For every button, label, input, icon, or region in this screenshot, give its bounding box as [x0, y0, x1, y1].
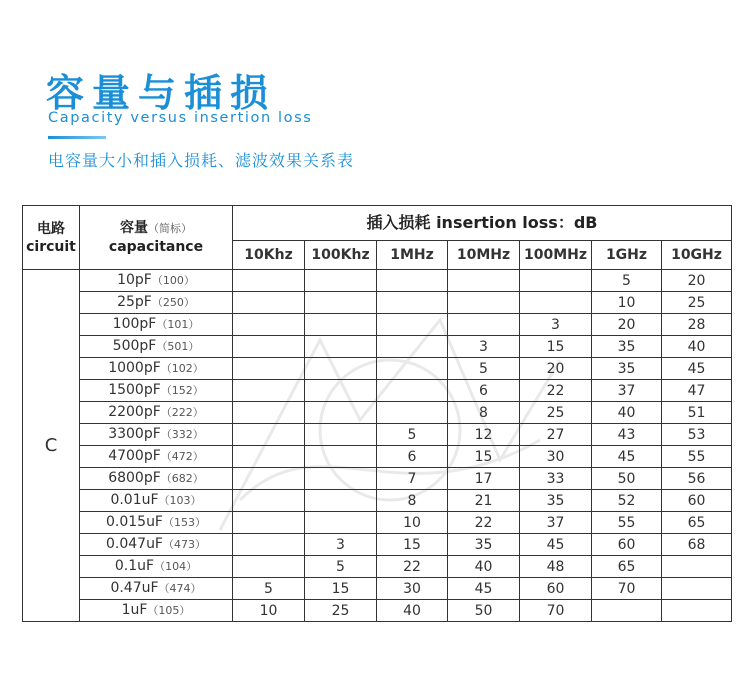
frequency-header: 10GHz	[662, 241, 732, 270]
loss-value-cell: 5	[233, 578, 305, 600]
capacitance-value: 1uF	[121, 602, 148, 618]
loss-value-cell	[377, 270, 448, 292]
capacitance-value: 500pF	[112, 338, 157, 354]
loss-value-cell	[592, 600, 662, 622]
loss-value-cell: 22	[520, 380, 592, 402]
capacitance-code: （474）	[158, 582, 202, 595]
table-row	[23, 534, 732, 556]
loss-value-cell	[233, 534, 305, 556]
capacitance-cell	[80, 380, 233, 402]
loss-value-cell: 27	[520, 424, 592, 446]
loss-value-cell	[305, 512, 377, 534]
loss-value-cell	[305, 402, 377, 424]
capacitance-code: （101）	[156, 318, 200, 331]
loss-value-cell: 35	[520, 490, 592, 512]
chinese-subtitle: 电容量大小和插入损耗、滤波效果关系表	[48, 151, 355, 170]
table-row	[23, 490, 732, 512]
loss-value-cell	[233, 270, 305, 292]
loss-value-cell	[305, 336, 377, 358]
loss-value-cell: 35	[592, 336, 662, 358]
loss-value-cell	[377, 402, 448, 424]
loss-value-cell: 25	[305, 600, 377, 622]
loss-value-cell: 7	[377, 468, 448, 490]
capacitance-code: （250）	[151, 296, 195, 309]
loss-value-cell: 15	[305, 578, 377, 600]
loss-value-cell: 22	[448, 512, 520, 534]
table-row	[23, 402, 732, 424]
capacitance-cell	[80, 490, 233, 512]
capacitance-cell	[80, 270, 233, 292]
loss-value-cell: 40	[662, 336, 732, 358]
loss-value-cell: 5	[448, 358, 520, 380]
loss-value-cell: 15	[448, 446, 520, 468]
capacitance-cell	[80, 512, 233, 534]
table-row	[23, 556, 732, 578]
capacitance-value: 0.01uF	[110, 492, 159, 508]
loss-value-cell: 55	[662, 446, 732, 468]
capacitance-cell	[80, 556, 233, 578]
capacitance-value: 1500pF	[108, 382, 161, 398]
capacitance-value: 6800pF	[108, 470, 161, 486]
capacitance-value: 0.015uF	[105, 514, 163, 530]
loss-value-cell	[233, 314, 305, 336]
capacitance-code: （472）	[160, 450, 204, 463]
loss-value-cell: 21	[448, 490, 520, 512]
loss-value-cell: 25	[520, 402, 592, 424]
capacitance-value: 10pF	[117, 272, 152, 288]
capacitance-code: （501）	[156, 340, 200, 353]
loss-value-cell	[305, 270, 377, 292]
loss-value-cell	[233, 556, 305, 578]
capacitance-cell	[80, 336, 233, 358]
loss-value-cell: 15	[520, 336, 592, 358]
loss-value-cell	[233, 446, 305, 468]
loss-value-cell: 45	[520, 534, 592, 556]
loss-value-cell	[233, 402, 305, 424]
table-row	[23, 600, 732, 622]
loss-value-cell: 50	[448, 600, 520, 622]
loss-value-cell: 56	[662, 468, 732, 490]
loss-value-cell: 30	[520, 446, 592, 468]
loss-value-cell	[520, 270, 592, 292]
capacitance-code: （473）	[163, 538, 206, 551]
loss-value-cell: 43	[592, 424, 662, 446]
loss-value-cell: 53	[662, 424, 732, 446]
loss-value-cell: 68	[662, 534, 732, 556]
loss-value-cell: 20	[520, 358, 592, 380]
loss-value-cell	[305, 292, 377, 314]
loss-value-cell	[233, 358, 305, 380]
table-row	[23, 578, 732, 600]
loss-value-cell: 45	[592, 446, 662, 468]
capacitance-header-en: capacitance	[108, 239, 204, 255]
loss-value-cell: 5	[305, 556, 377, 578]
capacitance-code: （152）	[160, 384, 204, 397]
loss-value-cell: 48	[520, 556, 592, 578]
loss-value-cell	[377, 336, 448, 358]
capacitance-code: （102）	[160, 362, 204, 375]
table-row	[23, 424, 732, 446]
loss-value-cell	[377, 314, 448, 336]
loss-value-cell: 45	[448, 578, 520, 600]
loss-value-cell: 65	[662, 512, 732, 534]
loss-value-cell: 55	[592, 512, 662, 534]
capacitance-value: 100pF	[112, 316, 157, 332]
loss-value-cell: 47	[662, 380, 732, 402]
insertion-loss-header: 插入损耗 insertion loss：dB	[233, 206, 732, 241]
table-row	[23, 358, 732, 380]
capacitance-header	[80, 206, 233, 270]
loss-value-cell: 3	[305, 534, 377, 556]
loss-value-cell	[233, 336, 305, 358]
frequency-header: 100MHz	[520, 241, 592, 270]
loss-value-cell	[233, 292, 305, 314]
capacitance-cell	[80, 600, 233, 622]
capacitance-code: （105）	[147, 604, 191, 617]
loss-value-cell: 22	[377, 556, 448, 578]
loss-value-cell: 10	[377, 512, 448, 534]
loss-value-cell: 5	[377, 424, 448, 446]
loss-value-cell: 65	[592, 556, 662, 578]
table-row	[23, 512, 732, 534]
capacitance-code: （103）	[158, 494, 202, 507]
loss-value-cell: 10	[233, 600, 305, 622]
loss-value-cell	[662, 578, 732, 600]
loss-value-cell	[233, 380, 305, 402]
loss-value-cell: 37	[520, 512, 592, 534]
loss-value-cell: 51	[662, 402, 732, 424]
capacitance-value: 0.1uF	[114, 558, 155, 574]
loss-value-cell	[305, 490, 377, 512]
loss-value-cell	[377, 380, 448, 402]
capacitance-value: 25pF	[117, 294, 152, 310]
capacitance-header-cn: 容量	[120, 220, 148, 236]
capacitance-cell	[80, 402, 233, 424]
loss-value-cell: 3	[520, 314, 592, 336]
loss-value-cell	[305, 380, 377, 402]
frequency-header: 10MHz	[448, 241, 520, 270]
loss-value-cell: 3	[448, 336, 520, 358]
capacitance-code: （153）	[163, 516, 206, 529]
capacitance-code: （222）	[160, 406, 204, 419]
circuit-header-en: circuit	[26, 238, 76, 255]
loss-value-cell	[305, 468, 377, 490]
capacitance-code: （332）	[160, 428, 204, 441]
capacitance-cell	[80, 424, 233, 446]
loss-value-cell	[233, 490, 305, 512]
circuit-type-cell: C	[23, 270, 80, 622]
frequency-header: 10Khz	[233, 241, 305, 270]
loss-value-cell	[305, 314, 377, 336]
accent-divider	[48, 136, 106, 139]
circuit-header	[23, 206, 80, 270]
capacitance-header-note: （简标）	[148, 222, 192, 235]
capacitance-value: 1000pF	[108, 360, 161, 376]
loss-value-cell	[305, 424, 377, 446]
capacitance-value: 4700pF	[108, 448, 161, 464]
table-row	[23, 292, 732, 314]
loss-value-cell	[305, 446, 377, 468]
loss-value-cell: 30	[377, 578, 448, 600]
loss-value-cell: 15	[377, 534, 448, 556]
table-row	[23, 270, 732, 292]
loss-value-cell	[377, 358, 448, 380]
loss-value-cell: 8	[448, 402, 520, 424]
capacitance-code: （682）	[160, 472, 204, 485]
loss-value-cell: 70	[520, 600, 592, 622]
loss-value-cell: 52	[592, 490, 662, 512]
loss-value-cell: 40	[448, 556, 520, 578]
loss-value-cell: 45	[662, 358, 732, 380]
capacitance-cell	[80, 534, 233, 556]
table-row	[23, 446, 732, 468]
table-row	[23, 468, 732, 490]
insertion-loss-table	[22, 205, 732, 622]
loss-value-cell: 12	[448, 424, 520, 446]
english-subtitle: Capacity versus insertion loss	[48, 110, 313, 126]
loss-value-cell: 35	[448, 534, 520, 556]
capacitance-code: （104）	[154, 560, 198, 573]
loss-value-cell: 5	[592, 270, 662, 292]
capacitance-cell	[80, 314, 233, 336]
frequency-header: 1MHz	[377, 241, 448, 270]
capacitance-cell	[80, 446, 233, 468]
loss-value-cell	[233, 512, 305, 534]
loss-value-cell: 20	[592, 314, 662, 336]
loss-value-cell: 20	[662, 270, 732, 292]
loss-value-cell	[448, 314, 520, 336]
capacitance-code: （100）	[151, 274, 195, 287]
frequency-header: 1GHz	[592, 241, 662, 270]
loss-value-cell: 17	[448, 468, 520, 490]
loss-value-cell: 60	[520, 578, 592, 600]
capacitance-value: 0.047uF	[105, 536, 163, 552]
loss-value-cell: 33	[520, 468, 592, 490]
capacitance-value: 3300pF	[108, 426, 161, 442]
loss-value-cell: 40	[592, 402, 662, 424]
loss-value-cell: 6	[448, 380, 520, 402]
loss-value-cell: 37	[592, 380, 662, 402]
loss-value-cell	[448, 292, 520, 314]
loss-value-cell	[662, 600, 732, 622]
loss-value-cell: 8	[377, 490, 448, 512]
loss-value-cell: 25	[662, 292, 732, 314]
loss-value-cell	[233, 424, 305, 446]
capacitance-cell	[80, 468, 233, 490]
loss-value-cell: 10	[592, 292, 662, 314]
capacitance-cell	[80, 578, 233, 600]
loss-value-cell	[520, 292, 592, 314]
table-row	[23, 380, 732, 402]
loss-value-cell: 70	[592, 578, 662, 600]
loss-value-cell: 35	[592, 358, 662, 380]
page-title: 容量与插损	[46, 71, 277, 115]
capacitance-cell	[80, 358, 233, 380]
loss-value-cell: 50	[592, 468, 662, 490]
loss-value-cell: 28	[662, 314, 732, 336]
capacitance-value: 0.47uF	[110, 580, 159, 596]
loss-value-cell	[233, 468, 305, 490]
loss-value-cell	[305, 358, 377, 380]
loss-value-cell: 40	[377, 600, 448, 622]
loss-value-cell: 60	[662, 490, 732, 512]
loss-value-cell	[377, 292, 448, 314]
circuit-header-cn: 电路	[37, 220, 65, 237]
table-row	[23, 314, 732, 336]
loss-value-cell	[662, 556, 732, 578]
loss-value-cell	[448, 270, 520, 292]
capacitance-value: 2200pF	[108, 404, 161, 420]
loss-value-cell: 6	[377, 446, 448, 468]
frequency-header: 100Khz	[305, 241, 377, 270]
table-row	[23, 336, 732, 358]
loss-value-cell: 60	[592, 534, 662, 556]
capacitance-cell	[80, 292, 233, 314]
